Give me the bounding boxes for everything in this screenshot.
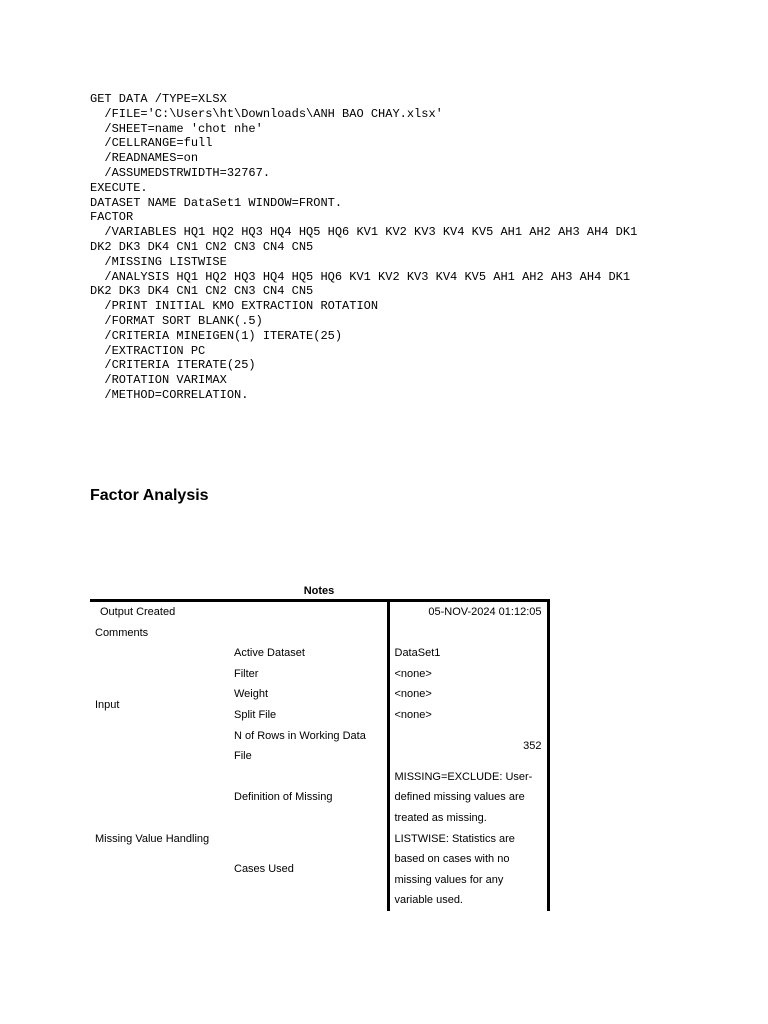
notes-table-title: Notes — [303, 585, 335, 597]
table-row — [90, 601, 548, 623]
cases-used-line: variable used. — [388, 890, 548, 911]
definition-missing-line: treated as missing. — [388, 808, 548, 829]
table-row — [90, 643, 548, 664]
syntax-line: /CRITERIA ITERATE(25) — [90, 358, 256, 373]
syntax-line: /ROTATION VARIMAX — [90, 373, 227, 388]
n-rows-label-line-2: File — [234, 750, 252, 763]
output-created-value: 05-NOV-2024 01:12:05 — [388, 601, 548, 623]
cases-used-label: Cases Used — [234, 863, 294, 876]
missing-handling-label: Missing Value Handling — [95, 832, 210, 845]
syntax-line: /ANALYSIS HQ1 HQ2 HQ3 HQ4 HQ5 HQ6 KV1 KV2 KV3 KV4 KV5 AH1 AH2 AH3 AH4 DK1 — [90, 269, 631, 284]
syntax-line: /CRITERIA MINEIGEN(1) ITERATE(25) — [90, 328, 343, 343]
syntax-line: DK2 DK3 DK4 CN1 CN2 CN3 CN4 CN5 — [90, 284, 314, 299]
weight-label: Weight — [234, 688, 269, 701]
filter-label: Filter — [234, 667, 259, 680]
n-rows-label-line-1: N of Rows in Working Data — [234, 729, 366, 742]
weight-value: <none> — [388, 684, 548, 705]
syntax-line: /PRINT INITIAL KMO EXTRACTION ROTATION — [90, 299, 379, 314]
syntax-line: DATASET NAME DataSet1 WINDOW=FRONT. — [90, 195, 343, 210]
syntax-line: DK2 DK3 DK4 CN1 CN2 CN3 CN4 CN5 — [90, 239, 314, 254]
syntax-line: /VARIABLES HQ1 HQ2 HQ3 HQ4 HQ5 HQ6 KV1 KV2 KV3 KV4 KV5 AH1 AH2 AH3 AH4 DK1 — [90, 225, 638, 240]
active-dataset-label: Active Dataset — [234, 647, 305, 660]
syntax-line: /MISSING LISTWISE — [90, 254, 227, 269]
syntax-line: EXECUTE. — [90, 180, 148, 195]
syntax-line: /EXTRACTION PC — [90, 343, 206, 358]
syntax-line: /SHEET=name 'chot nhe' — [90, 121, 263, 136]
syntax-line: /CELLRANGE=full — [90, 136, 213, 151]
filter-value: <none> — [388, 664, 548, 685]
syntax-line: GET DATA /TYPE=XLSX — [90, 92, 227, 106]
syntax-line: /METHOD=CORRELATION. — [90, 387, 249, 402]
syntax-line: /ASSUMEDSTRWIDTH=32767. — [90, 165, 271, 180]
syntax-line: FACTOR — [90, 210, 134, 225]
table-row — [90, 767, 548, 788]
comments-label: Comments — [95, 626, 149, 639]
output-created-label: Output Created — [90, 601, 388, 623]
notes-table — [90, 599, 550, 911]
cases-used-line: missing values for any — [388, 870, 548, 891]
cases-used-line: based on cases with no — [388, 849, 548, 870]
comments-value — [388, 623, 548, 644]
definition-missing-label: Definition of Missing — [234, 791, 333, 804]
split-file-label: Split File — [234, 708, 277, 721]
n-rows-value: 352 — [388, 726, 548, 767]
table-row — [90, 623, 548, 644]
definition-missing-line: MISSING=EXCLUDE: User- — [388, 767, 548, 788]
split-file-value: <none> — [388, 705, 548, 726]
definition-missing-line: defined missing values are — [388, 787, 548, 808]
cases-used-line: LISTWISE: Statistics are — [388, 829, 548, 850]
syntax-log — [90, 92, 637, 403]
section-title: Factor Analysis — [90, 487, 209, 504]
syntax-line: /READNAMES=on — [90, 151, 199, 166]
input-label: Input — [95, 698, 120, 711]
active-dataset-value: DataSet1 — [388, 643, 548, 664]
syntax-line: /FILE='C:\Users\ht\Downloads\ANH BAO CHAY.xlsx' — [90, 106, 443, 121]
syntax-line: /FORMAT SORT BLANK(.5) — [90, 313, 263, 328]
